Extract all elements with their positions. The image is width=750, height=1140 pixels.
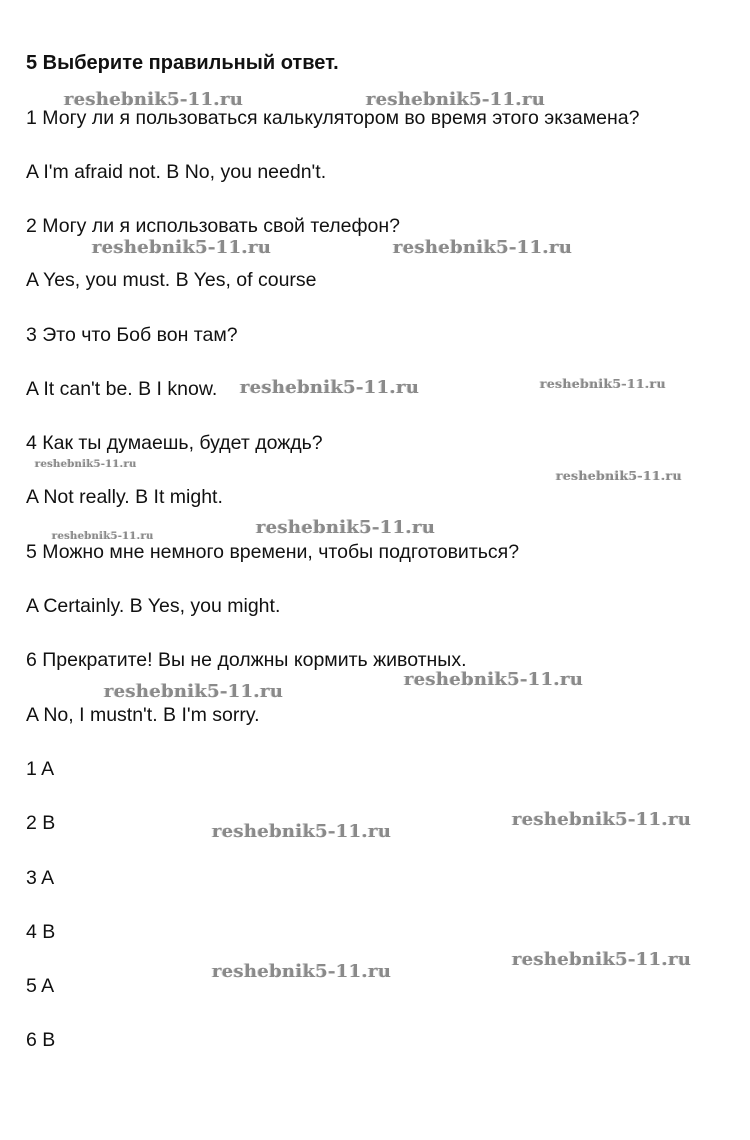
watermark: reshebnik5-11.ru: [92, 237, 272, 258]
question-4: 4 Как ты думаешь, будет дождь?: [26, 432, 323, 454]
question-1: 1 Могу ли я пользоваться калькулятором во время этого экзамена?: [26, 107, 640, 129]
options-2: A Yes, you must. B Yes, of course: [26, 269, 317, 291]
answer-6: 6 B: [26, 1029, 56, 1051]
watermark: reshebnik5-11.ru: [35, 459, 137, 470]
options-5: A Certainly. B Yes, you might.: [26, 595, 281, 617]
watermark: reshebnik5-11.ru: [52, 531, 154, 542]
watermark: reshebnik5-11.ru: [393, 237, 573, 258]
watermark: reshebnik5-11.ru: [64, 89, 244, 110]
answer-4: 4 B: [26, 921, 56, 943]
watermark: reshebnik5-11.ru: [212, 961, 392, 982]
watermark: reshebnik5-11.ru: [512, 949, 692, 970]
watermark: reshebnik5-11.ru: [240, 377, 420, 398]
answer-1: 1 A: [26, 758, 55, 780]
watermark: reshebnik5-11.ru: [256, 517, 436, 538]
options-4: A Not really. B It might.: [26, 486, 223, 508]
watermark: reshebnik5-11.ru: [104, 681, 284, 702]
watermark: reshebnik5-11.ru: [366, 89, 546, 110]
options-1: A I'm afraid not. B No, you needn't.: [26, 161, 327, 183]
answer-3: 3 A: [26, 867, 55, 889]
watermark: reshebnik5-11.ru: [404, 669, 584, 690]
watermark: reshebnik5-11.ru: [540, 376, 666, 391]
question-3: 3 Это что Боб вон там?: [26, 324, 238, 346]
question-6: 6 Прекратите! Вы не должны кормить животных.: [26, 649, 467, 671]
question-2: 2 Могу ли я использовать свой телефон?: [26, 215, 400, 237]
options-3: A It can't be. B I know.: [26, 378, 218, 400]
watermark: reshebnik5-11.ru: [512, 809, 692, 830]
watermark: reshebnik5-11.ru: [212, 821, 392, 842]
question-5: 5 Можно мне немного времени, чтобы подготовиться?: [26, 541, 520, 563]
page-title: 5 Выберите правильный ответ.: [26, 52, 339, 74]
options-6: A No, I mustn't. B I'm sorry.: [26, 704, 260, 726]
watermark: reshebnik5-11.ru: [556, 468, 682, 483]
answer-2: 2 B: [26, 812, 56, 834]
answer-5: 5 A: [26, 975, 55, 997]
